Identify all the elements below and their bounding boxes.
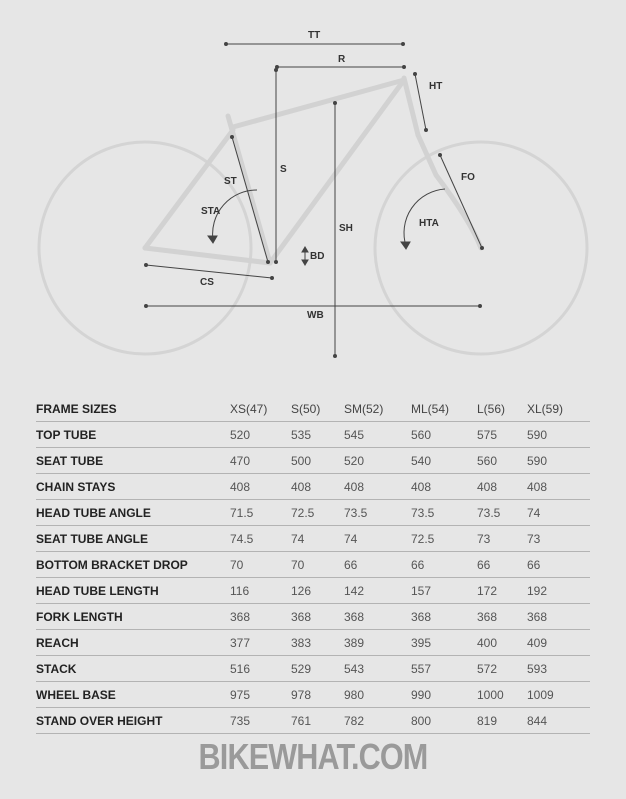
table-cell: 72.5 (291, 500, 344, 526)
table-cell: 844 (527, 708, 590, 734)
table-cell: 590 (527, 422, 590, 448)
table-cell: 409 (527, 630, 590, 656)
table-cell: 368 (291, 604, 344, 630)
table-cell: 400 (477, 630, 527, 656)
table-cell: 575 (477, 422, 527, 448)
table-cell: 980 (344, 682, 411, 708)
row-label: STAND OVER HEIGHT (36, 708, 230, 734)
header-cell-size: XL(59) (527, 396, 590, 422)
table-cell: 73.5 (344, 500, 411, 526)
table-cell: 545 (344, 422, 411, 448)
row-label: WHEEL BASE (36, 682, 230, 708)
table-cell: 126 (291, 578, 344, 604)
table-cell: 368 (411, 604, 477, 630)
table-cell: 66 (527, 552, 590, 578)
table-cell: 540 (411, 448, 477, 474)
label-r: R (338, 54, 346, 65)
table-row (36, 708, 590, 734)
table-cell: 520 (230, 422, 291, 448)
table-cell: 368 (344, 604, 411, 630)
table-cell: 66 (477, 552, 527, 578)
label-wb: WB (307, 310, 324, 321)
table-cell: 761 (291, 708, 344, 734)
label-bd: BD (310, 251, 325, 262)
table-cell: 73 (477, 526, 527, 552)
row-label: STACK (36, 656, 230, 682)
table-cell: 1000 (477, 682, 527, 708)
header-cell-size: SM(52) (344, 396, 411, 422)
header-cell-size: L(56) (477, 396, 527, 422)
table-cell: 383 (291, 630, 344, 656)
label-fo: FO (461, 172, 475, 183)
table-cell: 368 (230, 604, 291, 630)
table-row (36, 526, 590, 552)
table-cell: 74 (527, 500, 590, 526)
table-cell: 978 (291, 682, 344, 708)
table-cell: 66 (344, 552, 411, 578)
table-row (36, 682, 590, 708)
table-cell: 593 (527, 656, 590, 682)
table-cell: 470 (230, 448, 291, 474)
table-header-row (36, 396, 590, 422)
row-label: CHAIN STAYS (36, 474, 230, 500)
table-row (36, 422, 590, 448)
bike-geometry-diagram (0, 0, 626, 370)
row-label: HEAD TUBE LENGTH (36, 578, 230, 604)
table-cell: 520 (344, 448, 411, 474)
table-cell: 142 (344, 578, 411, 604)
table-row (36, 474, 590, 500)
table-cell: 543 (344, 656, 411, 682)
table-cell: 782 (344, 708, 411, 734)
label-tt: TT (308, 30, 321, 41)
row-label: BOTTOM BRACKET DROP (36, 552, 230, 578)
header-cell-size: XS(47) (230, 396, 291, 422)
table-cell: 72.5 (411, 526, 477, 552)
table-row (36, 448, 590, 474)
table-cell: 990 (411, 682, 477, 708)
table-cell: 172 (477, 578, 527, 604)
table-cell: 516 (230, 656, 291, 682)
row-label: HEAD TUBE ANGLE (36, 500, 230, 526)
label-sh: SH (339, 223, 353, 234)
row-label: SEAT TUBE (36, 448, 230, 474)
label-ht: HT (429, 81, 443, 92)
table-cell: 408 (411, 474, 477, 500)
table-cell: 408 (477, 474, 527, 500)
table-cell: 408 (291, 474, 344, 500)
header-cell-frame-sizes: FRAME SIZES (36, 396, 230, 422)
table-cell: 192 (527, 578, 590, 604)
label-hta: HTA (419, 218, 439, 229)
table-cell: 529 (291, 656, 344, 682)
label-s: S (280, 164, 287, 175)
table-row (36, 630, 590, 656)
table-cell: 408 (344, 474, 411, 500)
table-cell: 975 (230, 682, 291, 708)
table-row (36, 604, 590, 630)
header-cell-size: S(50) (291, 396, 344, 422)
table-cell: 395 (411, 630, 477, 656)
table-cell: 1009 (527, 682, 590, 708)
table-row (36, 552, 590, 578)
table-cell: 70 (230, 552, 291, 578)
row-label: TOP TUBE (36, 422, 230, 448)
table-cell: 73.5 (411, 500, 477, 526)
table-row (36, 656, 590, 682)
row-label: SEAT TUBE ANGLE (36, 526, 230, 552)
table-cell: 74 (291, 526, 344, 552)
table-cell: 408 (527, 474, 590, 500)
label-sta: STA (201, 206, 221, 217)
bike-frame (145, 78, 481, 263)
table-cell: 74.5 (230, 526, 291, 552)
table-cell: 572 (477, 656, 527, 682)
row-label: FORK LENGTH (36, 604, 230, 630)
table-cell: 73.5 (477, 500, 527, 526)
label-cs: CS (200, 277, 214, 288)
label-st: ST (224, 176, 237, 187)
table-cell: 590 (527, 448, 590, 474)
table-cell: 368 (527, 604, 590, 630)
table-row (36, 500, 590, 526)
table-cell: 800 (411, 708, 477, 734)
table-cell: 389 (344, 630, 411, 656)
table-cell: 735 (230, 708, 291, 734)
table-cell: 560 (411, 422, 477, 448)
header-cell-size: ML(54) (411, 396, 477, 422)
row-label: REACH (36, 630, 230, 656)
table-cell: 377 (230, 630, 291, 656)
table-cell: 74 (344, 526, 411, 552)
table-cell: 157 (411, 578, 477, 604)
table-cell: 408 (230, 474, 291, 500)
table-cell: 70 (291, 552, 344, 578)
watermark-logo: BIKEWHAT.COM (198, 736, 428, 777)
table-cell: 71.5 (230, 500, 291, 526)
table-cell: 116 (230, 578, 291, 604)
table-cell: 560 (477, 448, 527, 474)
table-cell: 819 (477, 708, 527, 734)
table-row (36, 578, 590, 604)
table-cell: 500 (291, 448, 344, 474)
table-cell: 73 (527, 526, 590, 552)
table-cell: 368 (477, 604, 527, 630)
geometry-table (36, 396, 590, 734)
table-cell: 535 (291, 422, 344, 448)
table-cell: 66 (411, 552, 477, 578)
table-cell: 557 (411, 656, 477, 682)
